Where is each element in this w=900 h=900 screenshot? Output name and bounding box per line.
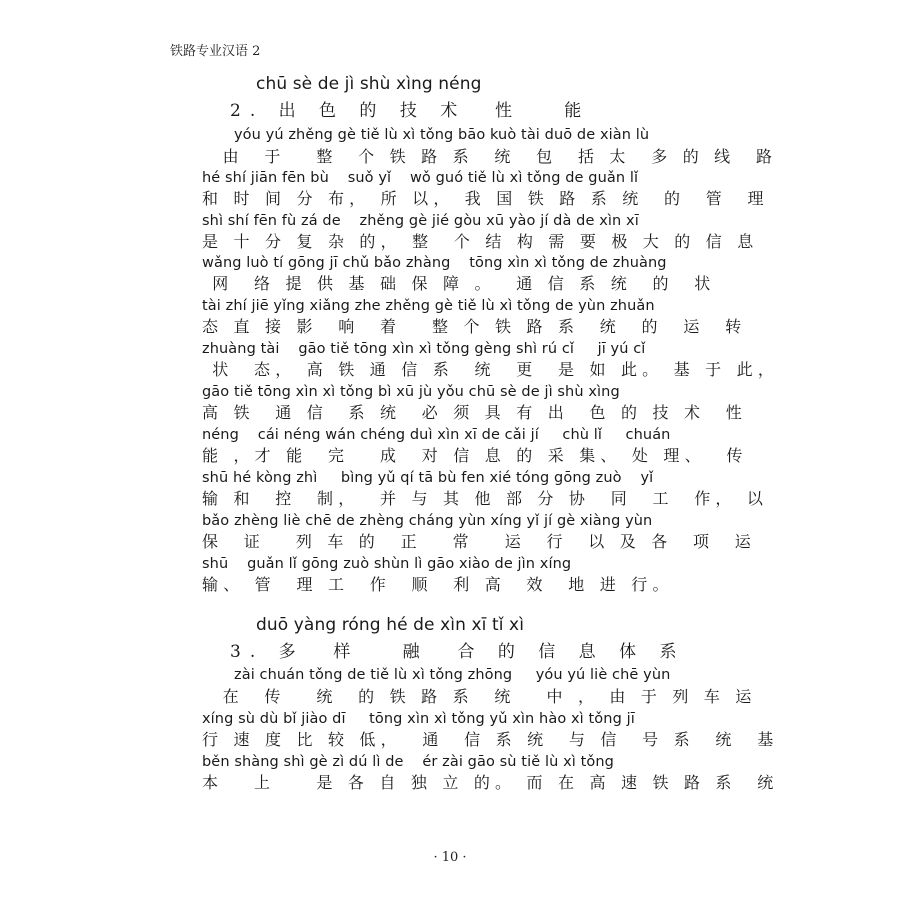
s3-line-3-pinyin: běn shàng shì gè zì dú lì de ér zài gāo sù tiě lù xì tǒng [202, 754, 614, 770]
s2-line-11-pinyin: shū guǎn lǐ gōng zuò shùn lì gāo xiào de jìn xíng [202, 556, 572, 572]
s2-line-8-pinyin: néng cái néng wán chéng duì xìn xī de cǎi jí chù lǐ chuán [202, 427, 671, 443]
s2-line-2-pinyin: hé shí jiān fēn bù suǒ yǐ wǒ guó tiě lù xì tǒng de guǎn lǐ [202, 170, 639, 186]
s2-line-4-hanzi: 网 络 提 供 基 础 保 障 。 通 信 系 统 的 状 [202, 274, 716, 293]
s2-line-8-hanzi: 能 ，才 能 完 成 对 信 息 的 采 集、 处 理、 传 [202, 446, 748, 465]
s2-line-3-hanzi: 是 十 分 复 杂 的， 整 个 结 构 需 要 极 大 的 信 息 [202, 232, 759, 251]
s2-line-11-hanzi: 输、 管 理 工 作 顺 利 高 效 地 进 行。 [202, 575, 674, 594]
s2-line-9-pinyin: shū hé kòng zhì bìng yǔ qí tā bù fen xié tóng gōng zuò yǐ [202, 470, 654, 486]
s2-line-7-pinyin: gāo tiě tōng xìn xì tǒng bì xū jù yǒu chū sè de jì shù xìng [202, 384, 620, 400]
s2-line-6-hanzi: 状 态， 高 铁 通 信 系 统 更 是 如 此。 基 于 此， [202, 360, 780, 379]
s3-line-2-hanzi: 行 速 度 比 较 低， 通 信 系 统 与 信 号 系 统 基 [202, 730, 779, 749]
page-number: · 10 · [433, 850, 467, 865]
s2-line-7-hanzi: 高 铁 通 信 系 统 必 须 具 有 出 色 的 技 术 性 [202, 403, 747, 422]
s2-line-10-pinyin: bǎo zhèng liè chē de zhèng cháng yùn xíng yǐ jí gè xiàng yùn [202, 513, 653, 529]
s2-line-5-hanzi: 态 直 接 影 响 着 整 个 铁 路 系 统 的 运 转 [202, 317, 747, 336]
s2-line-6-pinyin: zhuàng tài gāo tiě tōng xìn xì tǒng gèng shì rú cǐ jī yú cǐ [202, 341, 646, 357]
s2-line-4-pinyin: wǎng luò tí gōng jī chǔ bǎo zhàng tōng xìn xì tǒng de zhuàng [202, 255, 667, 271]
running-header: 铁路专业汉语 2 [170, 44, 261, 59]
s3-line-3-hanzi: 本 上 是 各 自 独 立 的。 而 在 高 速 铁 路 系 统 [202, 773, 779, 792]
s2-line-2-hanzi: 和 时 间 分 布， 所 以， 我 国 铁 路 系 统 的 管 理 [202, 189, 769, 208]
s2-line-9-hanzi: 输 和 控 制， 并 与 其 他 部 分 协 同 工 作， 以 [202, 489, 769, 508]
section-2-title: 2. 出 色 的 技 术 性 能 [230, 101, 591, 121]
s3-line-2-pinyin: xíng sù dù bǐ jiào dī tōng xìn xì tǒng yǔ xìn hào xì tǒng jī [202, 711, 635, 727]
section-3-title-pinyin: duō yàng róng hé de xìn xī tǐ xì [256, 615, 525, 635]
s3-line-1-hanzi: 在 传 统 的 铁 路 系 统 中 ， 由 于 列 车 运 [202, 687, 757, 706]
s2-line-5-pinyin: tài zhí jiē yǐng xiǎng zhe zhěng gè tiě lù xì tǒng de yùn zhuǎn [202, 298, 655, 314]
section-2-title-pinyin: chū sè de jì shù xìng néng [256, 74, 482, 94]
s3-line-1-pinyin: zài chuán tǒng de tiě lù xì tǒng zhōng yóu yú liè chē yùn [234, 667, 671, 683]
section-3-title: 3. 多 样 融 合 的 信 息 体 系 [230, 642, 686, 662]
s2-line-3-pinyin: shì shí fēn fù zá de zhěng gè jié gòu xū yào jí dà de xìn xī [202, 213, 639, 229]
s2-line-10-hanzi: 保 证 列 车 的 正 常 运 行 以 及 各 项 运 [202, 532, 756, 551]
s2-line-1-pinyin: yóu yú zhěng gè tiě lù xì tǒng bāo kuò tài duō de xiàn lù [234, 127, 650, 143]
s2-line-1-hanzi: 由 于 整 个 铁 路 系 统 包 括 太 多 的 线 路 [202, 147, 778, 166]
